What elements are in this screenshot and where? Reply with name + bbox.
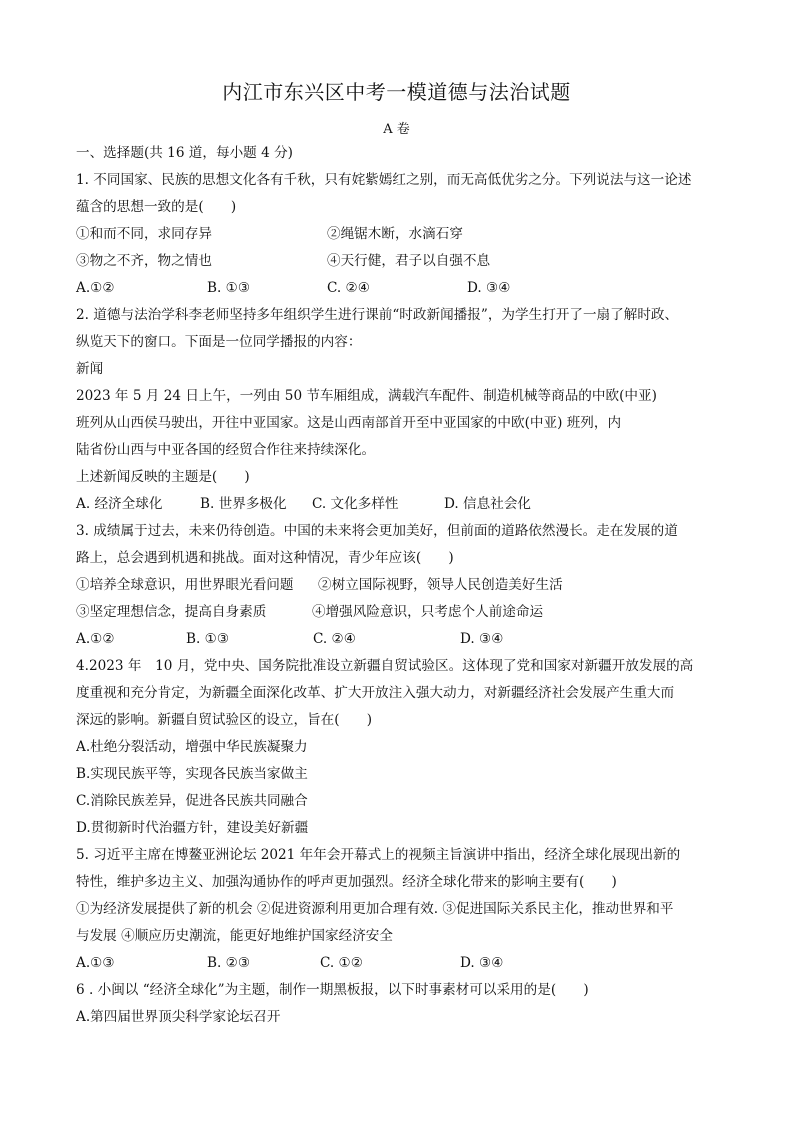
news-text: 2023 年 5 月 24 日上午，一列由 50 节车厢组成，满载汽车配件、制造机械等商品的中欧(中亚) [76, 388, 657, 404]
answer-choice[interactable]: B. 世界多极化 [200, 496, 287, 512]
answer-choice[interactable]: A.①② [76, 631, 115, 647]
answer-choice[interactable]: B. ①③ [186, 631, 230, 647]
question-4-stem: 4.2023 年 10 月，党中央、国务院批准设立新疆自贸试验区。这体现了党和国家对新疆开放发展的高 [76, 658, 694, 674]
question-3-stem: 3. 成绩属于过去，未来仍待创造。中国的未来将会更加美好，但前面的道路依然漫长。走在发展的道 [76, 523, 678, 539]
question-3-items-row [76, 599, 726, 626]
news-text: 班列从山西侯马驶出，开往中亚国家。这是山西南部首开至中亚国家的中欧(中亚) 班列，内 [76, 415, 622, 431]
question-5-items: ①为经济发展提供了新的机会 ②促进资源利用更加合理有效. ③促进国际关系民主化，推动世界和平 [76, 901, 674, 917]
answer-option[interactable]: B.实现民族平等，实现各民族当家做主 [76, 766, 308, 782]
question-3-choices [76, 626, 726, 653]
question-2-stem: 2. 道德与法治学科李老师坚持多年组织学生进行课前“时政新闻播报”，为学生打开了一扇了解时政、 [76, 307, 679, 323]
answer-choice[interactable]: C. ①② [320, 955, 363, 971]
news-label: 新闻 [76, 361, 104, 377]
answer-option[interactable]: D.贯彻新时代治疆方针，建设美好新疆 [76, 820, 309, 836]
question-3-stem: 路上，总会遇到机遇和挑战。面对这种情况，青少年应该( ) [76, 550, 454, 566]
answer-option[interactable]: A.第四届世界顶尖科学家论坛召开 [76, 1009, 281, 1025]
question-3-item: ④增强风险意识，只考虑个人前途命运 [312, 604, 544, 620]
question-1-item: ④天行健，君子以自强不息 [327, 253, 491, 269]
question-2-stem: 纵览天下的窗口。下面是一位同学播报的内容： [76, 334, 362, 350]
answer-option[interactable]: A.杜绝分裂活动，增强中华民族凝聚力 [76, 739, 308, 755]
question-2-prompt: 上述新闻反映的主题是( ) [76, 469, 250, 485]
question-5-stem: 特性，维护多边主义、加强沟通协作的呼声更加强烈。经济全球化带来的影响主要有( ) [76, 874, 617, 890]
question-1-item: ②绳锯木断，水滴石穿 [327, 226, 463, 242]
question-1-items-row [76, 248, 726, 275]
question-4-stem: 深远的影响。新疆自贸试验区的设立，旨在( ) [76, 712, 373, 728]
question-3-items-row [76, 572, 726, 599]
question-1-stem: 1. 不同国家、民族的思想文化各有千秋，只有姹紫嫣红之别，而无高低优劣之分。下列说法与这一论述 [76, 172, 692, 188]
news-text: 陆省份山西与中亚各国的经贸合作往来持续深化。 [76, 442, 376, 458]
question-5-stem: 5. 习近平主席在博鳌亚洲论坛 2021 年年会开幕式上的视频主旨演讲中指出，经济全球化展现出新的 [76, 847, 681, 863]
question-5-choices [76, 950, 726, 977]
section-heading: 一、选择题(共 16 道，每小题 4 分) [76, 145, 293, 161]
question-1-item: ①和而不同，求同存异 [76, 226, 212, 242]
page-title: 内江市东兴区中考一模道德与法治试题 [222, 80, 571, 104]
question-1-items-row [76, 221, 726, 248]
answer-choice[interactable]: B. ②③ [207, 955, 251, 971]
question-3-item: ①培养全球意识，用世界眼光看问题 [76, 577, 294, 593]
exam-content [76, 140, 726, 1031]
question-1-choices [76, 275, 726, 302]
answer-choice[interactable]: D. ③④ [467, 280, 511, 296]
question-1-stem: 蕴含的思想一致的是( ) [76, 199, 237, 215]
answer-choice[interactable]: D. ③④ [460, 631, 504, 647]
answer-choice[interactable]: C. 文化多样性 [312, 496, 399, 512]
question-4-stem: 度重视和充分肯定，为新疆全面深化改革、扩大开放注入强大动力，对新疆经济社会发展产生重大而 [76, 685, 675, 701]
question-5-items: 与发展 ④顺应历史潮流，能更好地维护国家经济安全 [76, 928, 393, 944]
question-3-item: ②树立国际视野，领导人民创造美好生活 [318, 577, 563, 593]
answer-choice[interactable]: A. 经济全球化 [76, 496, 163, 512]
question-3-item: ③坚定理想信念，提高自身素质 [76, 604, 267, 620]
answer-choice[interactable]: B. ①③ [207, 280, 251, 296]
answer-choice[interactable]: D. ③④ [460, 955, 504, 971]
answer-choice[interactable]: C. ②④ [313, 631, 356, 647]
volume-label: A 卷 [383, 122, 410, 137]
answer-choice[interactable]: A.①② [76, 280, 115, 296]
answer-choice[interactable]: C. ②④ [327, 280, 370, 296]
question-1-item: ③物之不齐，物之情也 [76, 253, 212, 269]
answer-option[interactable]: C.消除民族差异，促进各民族共同融合 [76, 793, 308, 809]
answer-choice[interactable]: A.①③ [76, 955, 115, 971]
question-2-choices [76, 491, 726, 518]
answer-choice[interactable]: D. 信息社会化 [444, 496, 532, 512]
question-6-stem: 6 . 小闽以 “经济全球化”为主题，制作一期黑板报，以下时事素材可以采用的是( ) [76, 982, 589, 998]
